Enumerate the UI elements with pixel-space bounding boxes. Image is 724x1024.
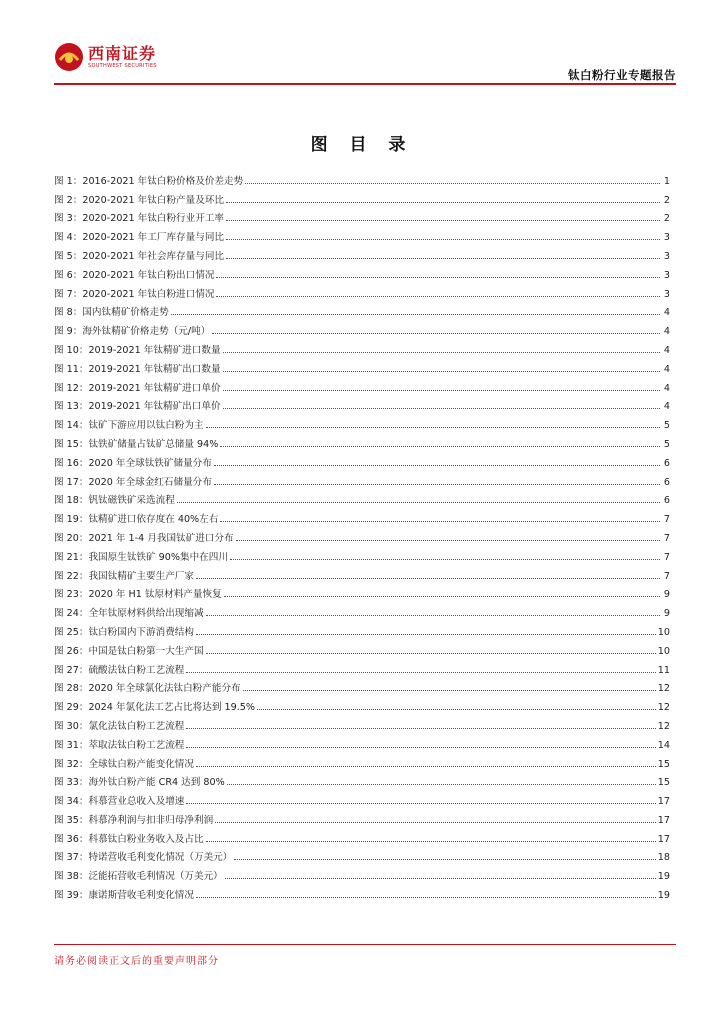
toc-leader-dots [186, 746, 655, 748]
page-header [54, 40, 676, 82]
toc-entry-label: 图 35：科慕净利润与扣非归母净利润 [54, 814, 214, 826]
toc-entry[interactable] [54, 788, 670, 807]
toc-entry-label: 图 39：康诺斯营收毛利变化情况 [54, 890, 194, 902]
toc-entry[interactable] [54, 882, 670, 901]
toc-entry-label: 图 22：我国钛精矿主要生产厂家 [54, 570, 194, 582]
toc-entry-page: 9 [663, 589, 670, 601]
toc-entry-page: 2 [663, 194, 670, 206]
toc-entry[interactable] [54, 638, 670, 657]
toc-leader-dots [223, 351, 660, 353]
toc-entry[interactable] [54, 375, 670, 394]
toc-leader-dots [214, 483, 660, 485]
toc-entry-page: 4 [663, 363, 670, 375]
toc-entry-page: 9 [663, 608, 670, 620]
toc-entry-page: 7 [663, 570, 670, 582]
toc-leader-dots [227, 783, 656, 785]
toc-leader-dots [216, 276, 660, 278]
toc-entry[interactable] [54, 657, 670, 676]
toc-entry[interactable] [54, 544, 670, 563]
toc-entry-label: 图 15：钛铁矿储量占钛矿总储量 94% [54, 438, 219, 450]
toc-entry-label: 图 33：海外钛白粉产能 CR4 达到 80% [54, 777, 225, 789]
toc-entry-page: 4 [663, 326, 670, 338]
toc-entry[interactable] [54, 356, 670, 375]
toc-leader-dots [243, 689, 656, 691]
toc-leader-dots [226, 201, 660, 203]
toc-entry[interactable] [54, 431, 670, 450]
toc-entry[interactable] [54, 694, 670, 713]
toc-leader-dots [186, 671, 655, 673]
toc-entry[interactable] [54, 262, 670, 281]
toc-entry-label: 图 36：科慕钛白粉业务收入及占比 [54, 833, 204, 845]
toc-entry-label: 图 12：2019-2021 年钛精矿进口单价 [54, 382, 221, 394]
toc-entry-label: 图 13：2019-2021 年钛精矿出口单价 [54, 401, 221, 413]
toc-entry-label: 图 32：全球钛白粉产能变化情况 [54, 758, 194, 770]
toc-entry-label: 图 26：中国是钛白粉第一大生产国 [54, 645, 204, 657]
toc-entry-page: 4 [663, 401, 670, 413]
toc-entry[interactable] [54, 469, 670, 488]
toc-entry-label: 图 25：钛白粉国内下游消费结构 [54, 626, 194, 638]
toc-entry[interactable] [54, 563, 670, 582]
toc-entry[interactable] [54, 187, 670, 206]
toc-leader-dots [234, 858, 655, 860]
toc-entry[interactable] [54, 713, 670, 732]
toc-entry-label: 图 30：氯化法钛白粉工艺流程 [54, 720, 185, 732]
toc-entry[interactable] [54, 281, 670, 300]
toc-entry-page: 6 [663, 495, 670, 507]
toc-entry[interactable] [54, 224, 670, 243]
toc-entry[interactable] [54, 807, 670, 826]
toc-entry-label: 图 29：2024 年氯化法工艺占比将达到 19.5% [54, 702, 255, 714]
toc-leader-dots [177, 501, 660, 503]
report-title: 钛白粉行业专题报告 [568, 68, 676, 82]
toc-entry-label: 图 2：2020-2021 年钛白粉产量及环比 [54, 194, 225, 206]
toc-entry-label: 图 17：2020 年全球金红石储量分布 [54, 476, 212, 488]
toc-entry-page: 15 [657, 758, 670, 770]
toc-entry[interactable] [54, 337, 670, 356]
toc-entry-page: 3 [663, 250, 670, 262]
toc-entry-page: 5 [663, 420, 670, 432]
toc-heading: 图 目 录 [310, 135, 414, 155]
toc-entry-label: 图 23：2020 年 H1 钛原材料产量恢复 [54, 589, 222, 601]
toc-entry[interactable] [54, 619, 670, 638]
footer-notice: 请务必阅读正文后的重要声明部分 [54, 956, 219, 967]
toc-entry-page: 17 [657, 833, 670, 845]
toc-entry[interactable] [54, 300, 670, 319]
toc-entry-label: 图 4：2020-2021 年工厂库存量与同比 [54, 232, 225, 244]
toc-entry-page: 6 [663, 476, 670, 488]
toc-entry-label: 图 28：2020 年全球氯化法钛白粉产能分布 [54, 683, 241, 695]
toc-leader-dots [171, 313, 660, 315]
toc-entry[interactable] [54, 412, 670, 431]
toc-leader-dots [196, 765, 656, 767]
toc-leader-dots [186, 727, 655, 729]
toc-entry-page: 4 [663, 307, 670, 319]
toc-leader-dots [216, 295, 660, 297]
toc-entry-page: 4 [663, 344, 670, 356]
toc-entry-label: 图 6：2020-2021 年钛白粉出口情况 [54, 269, 215, 281]
toc-leader-dots [215, 821, 656, 823]
toc-entry[interactable] [54, 845, 670, 864]
toc-entry[interactable] [54, 206, 670, 225]
toc-entry-page: 12 [657, 720, 670, 732]
toc-leader-dots [226, 257, 660, 259]
toc-entry[interactable] [54, 318, 670, 337]
toc-entry[interactable] [54, 600, 670, 619]
toc-entry-label: 图 14：钛矿下游应用以钛白粉为主 [54, 420, 204, 432]
toc-entry-page: 12 [657, 683, 670, 695]
toc-entry[interactable] [54, 450, 670, 469]
toc-entry-label: 图 18：钒钛磁铁矿采选流程 [54, 495, 175, 507]
toc-entry-page: 19 [657, 890, 670, 902]
toc-entry-label: 图 16：2020 年全球钛铁矿储量分布 [54, 457, 212, 469]
toc-entry[interactable] [54, 863, 670, 882]
toc-entry-label: 图 21：我国原生钛铁矿 90%集中在四川 [54, 551, 228, 563]
toc-entry-page: 7 [663, 532, 670, 544]
toc-leader-dots [220, 520, 660, 522]
toc-leader-dots [196, 633, 656, 635]
toc-entry-page: 6 [663, 457, 670, 469]
toc-leader-dots [206, 840, 656, 842]
toc-entry[interactable] [54, 243, 670, 262]
toc-entry-page: 14 [657, 739, 670, 751]
toc-entry-label: 图 11：2019-2021 年钛精矿出口数量 [54, 363, 221, 375]
toc-entry-label: 图 7：2020-2021 年钛白粉进口情况 [54, 288, 215, 300]
toc-entry[interactable] [54, 506, 670, 525]
logo-english-name: SOUTHWEST SECURITIES [88, 62, 157, 69]
toc-leader-dots [186, 802, 655, 804]
toc-entry-page: 10 [657, 645, 670, 657]
toc-entry-page: 7 [663, 514, 670, 526]
toc-entry-page: 19 [657, 871, 670, 883]
toc-leader-dots [223, 407, 660, 409]
toc-entry-page: 2 [663, 213, 670, 225]
toc-leader-dots [220, 445, 660, 447]
toc-entry-page: 12 [657, 702, 670, 714]
toc-entry[interactable] [54, 582, 670, 601]
toc-leader-dots [257, 708, 656, 710]
company-logo [54, 42, 157, 72]
toc-leader-dots [214, 464, 660, 466]
toc-leader-dots [223, 389, 660, 391]
toc-entry-label: 图 20：2021 年 1-4 月我国钛矿进口分布 [54, 532, 234, 544]
toc-leader-dots [245, 182, 660, 184]
logo-chinese-name: 西南证券 [88, 43, 157, 63]
toc-leader-dots [230, 558, 660, 560]
toc-entry-label: 图 34：科慕营业总收入及增速 [54, 796, 185, 808]
toc-entry-label: 图 10：2019-2021 年钛精矿进口数量 [54, 344, 221, 356]
toc-leader-dots [225, 877, 656, 879]
toc-entry-page: 18 [657, 852, 670, 864]
toc-entry[interactable] [54, 168, 670, 187]
toc-entry[interactable] [54, 525, 670, 544]
toc-leader-dots [206, 652, 656, 654]
toc-entry-label: 图 24：全年钛原材料供给出现缩减 [54, 608, 204, 620]
table-of-figures [54, 168, 670, 901]
toc-leader-dots [196, 577, 660, 579]
toc-leader-dots [236, 539, 660, 541]
toc-entry-label: 图 3：2020-2021 年钛白粉行业开工率 [54, 213, 225, 225]
toc-entry[interactable] [54, 732, 670, 751]
toc-leader-dots [224, 595, 660, 597]
toc-entry-page: 15 [657, 777, 670, 789]
toc-entry-page: 7 [663, 551, 670, 563]
toc-entry-label: 图 5：2020-2021 年社会库存量与同比 [54, 250, 225, 262]
toc-leader-dots [206, 426, 660, 428]
toc-entry-label: 图 31：萃取法钛白粉工艺流程 [54, 739, 185, 751]
toc-leader-dots [212, 332, 660, 334]
toc-leader-dots [196, 896, 656, 898]
toc-entry-page: 5 [663, 438, 670, 450]
toc-entry-label: 图 27：硫酸法钛白粉工艺流程 [54, 664, 185, 676]
toc-entry[interactable] [54, 394, 670, 413]
toc-leader-dots [226, 219, 660, 221]
header-divider [54, 83, 676, 85]
toc-entry-page: 17 [657, 814, 670, 826]
toc-entry-label: 图 9：海外钛精矿价格走势（元/吨） [54, 326, 211, 338]
toc-entry[interactable] [54, 826, 670, 845]
toc-entry-page: 4 [663, 382, 670, 394]
toc-entry-page: 3 [663, 288, 670, 300]
toc-leader-dots [206, 614, 660, 616]
toc-entry-label: 图 38：泛能拓营收毛利情况（万美元） [54, 871, 223, 883]
toc-entry-page: 10 [657, 626, 670, 638]
toc-entry[interactable] [54, 488, 670, 507]
logo-emblem-icon [54, 42, 84, 72]
toc-entry-label: 图 1：2016-2021 年钛白粉价格及价差走势 [54, 175, 244, 187]
footer-divider [54, 944, 676, 945]
toc-entry-label: 图 19：钛精矿进口依存度在 40%左右 [54, 514, 219, 526]
toc-entry-page: 3 [663, 232, 670, 244]
toc-entry[interactable] [54, 770, 670, 789]
toc-leader-dots [226, 238, 660, 240]
toc-entry-page: 11 [657, 664, 670, 676]
toc-entry[interactable] [54, 676, 670, 695]
toc-entry-page: 17 [657, 796, 670, 808]
toc-entry-page: 3 [663, 269, 670, 281]
toc-entry[interactable] [54, 751, 670, 770]
toc-entry-page: 1 [663, 175, 670, 187]
toc-entry-label: 图 37：特诺营收毛利变化情况（万美元） [54, 852, 233, 864]
toc-leader-dots [223, 370, 660, 372]
toc-entry-label: 图 8：国内钛精矿价格走势 [54, 307, 169, 319]
